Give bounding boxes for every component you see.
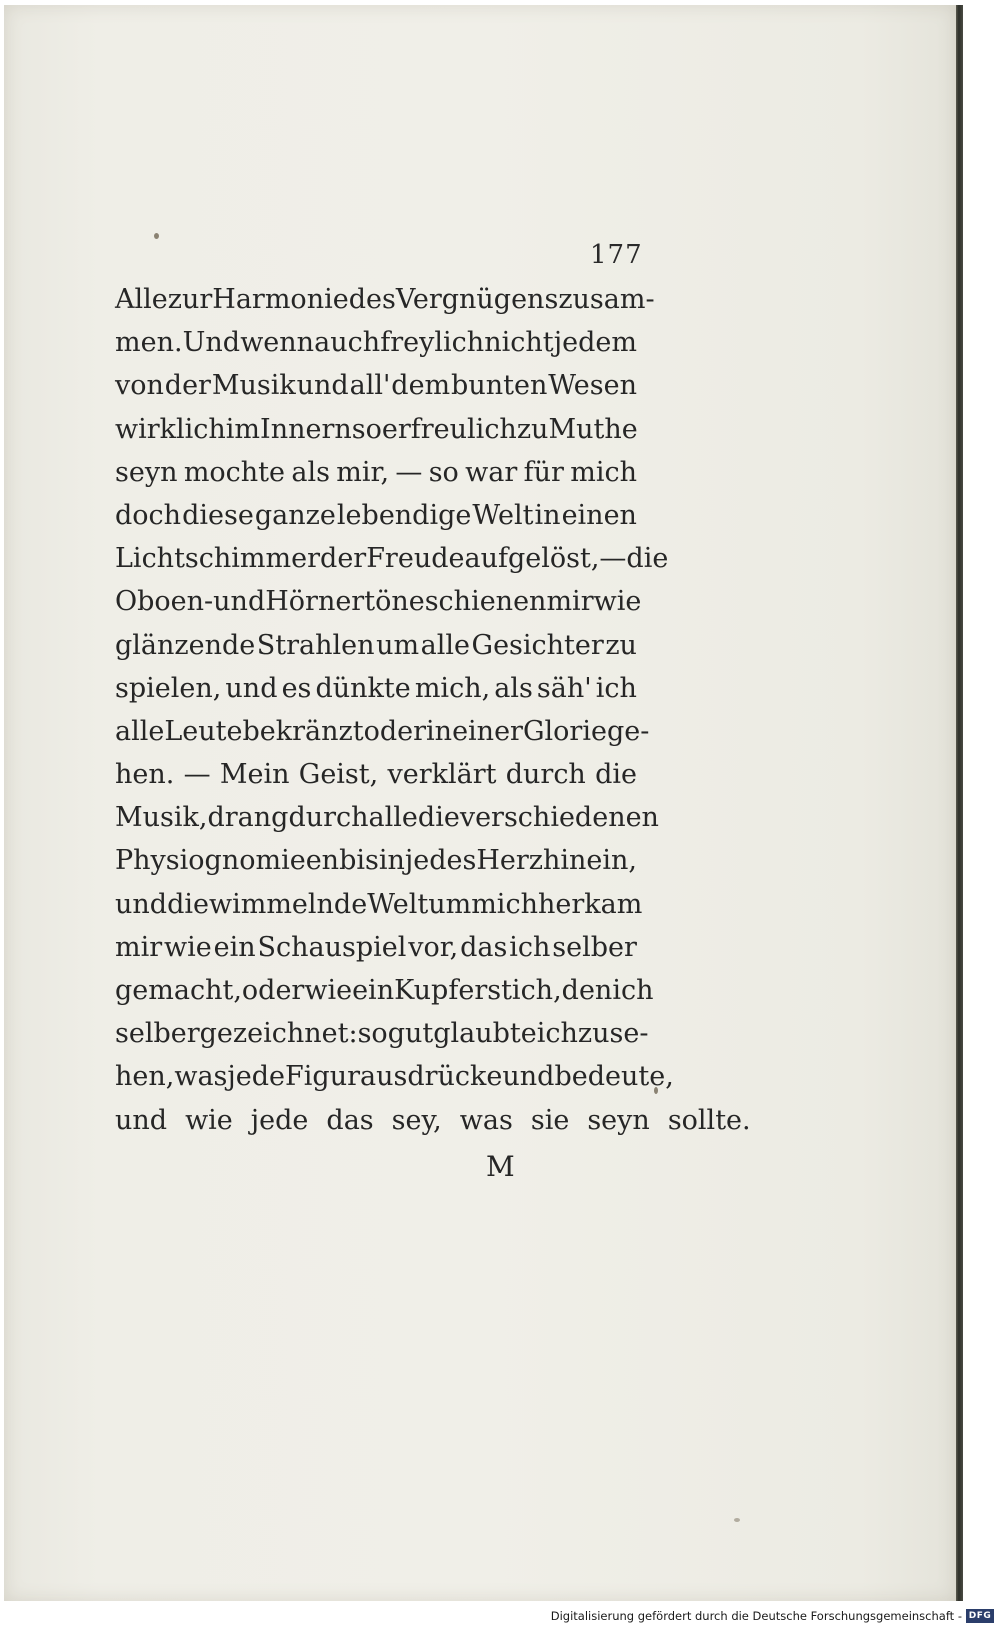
word: ganze	[254, 499, 336, 531]
text-line	[115, 321, 637, 364]
word: oder	[363, 715, 427, 747]
text-line	[115, 494, 637, 537]
text-line	[115, 624, 637, 667]
word: und	[115, 1104, 168, 1136]
word: glaubte	[433, 1018, 537, 1050]
word: Muthe	[548, 413, 638, 445]
word: schienen	[424, 586, 547, 618]
word: selber	[552, 931, 637, 963]
word: bis	[339, 845, 379, 877]
word: alle	[368, 802, 418, 834]
word: se-	[609, 1018, 649, 1050]
word: und	[225, 672, 278, 704]
word: so	[357, 1018, 388, 1050]
word: wenn	[240, 327, 315, 359]
word: doch	[115, 499, 182, 531]
word: die	[626, 543, 669, 575]
word: der	[320, 543, 367, 575]
page-margin	[963, 5, 1000, 1601]
word: vor,	[408, 931, 459, 963]
word: und	[502, 1061, 555, 1093]
word: Lichtschimmer	[115, 543, 321, 575]
text-line	[115, 883, 643, 926]
word: kam	[584, 888, 643, 920]
word: was	[459, 1104, 513, 1136]
word: die	[167, 888, 209, 920]
dfg-logo: DFG	[966, 1609, 994, 1623]
word: —	[599, 543, 627, 575]
word: einer	[452, 715, 523, 747]
word: wimmelnde	[208, 888, 368, 920]
signature-mark: M	[486, 1150, 515, 1183]
word: Hörnertöne	[265, 586, 425, 618]
word: oder	[241, 975, 305, 1006]
text-line	[115, 1012, 649, 1055]
word: Figur	[285, 1061, 360, 1093]
word: jede	[227, 1061, 286, 1093]
word: Musik	[211, 370, 296, 402]
word: ich	[536, 1018, 578, 1050]
word: jedem	[553, 327, 637, 359]
word: freylich	[380, 327, 485, 359]
word: —	[395, 456, 423, 488]
word: verschiedenen	[459, 802, 659, 834]
word: als	[291, 456, 330, 488]
word: mir,	[336, 456, 390, 488]
word: Physiognomieen	[115, 845, 340, 877]
word: Vergnügens	[395, 284, 559, 315]
word: ein	[352, 975, 395, 1006]
word: Mein	[219, 759, 290, 791]
word: wirklich	[115, 413, 226, 445]
word: Welt	[472, 499, 534, 531]
word: es	[281, 672, 312, 704]
word: men.	[115, 327, 183, 359]
text-line	[115, 969, 654, 1012]
word: ge-	[606, 715, 650, 747]
word: Freude	[366, 543, 465, 575]
word: gezeichnet:	[199, 1018, 358, 1050]
word: Gesichter	[471, 629, 604, 661]
word: mochte	[183, 456, 286, 488]
word: und	[296, 370, 349, 402]
ink-speck	[734, 1518, 740, 1522]
ink-speck	[154, 233, 159, 239]
text-line	[115, 753, 637, 796]
word: den	[561, 975, 613, 1006]
word: nicht	[484, 327, 554, 359]
word: Innern	[260, 413, 352, 445]
word: zusam-	[558, 284, 655, 315]
word: Alle	[115, 284, 168, 315]
word: her	[537, 888, 585, 920]
word: jede	[250, 1104, 309, 1136]
word: die	[595, 759, 637, 791]
word: mir	[115, 931, 163, 963]
text-line	[115, 408, 637, 451]
word: selber	[115, 1018, 200, 1050]
word: in	[426, 715, 453, 747]
text-line	[115, 278, 655, 321]
word: seyn	[115, 456, 178, 488]
word: von	[115, 370, 164, 402]
word: alle	[115, 715, 165, 747]
word: Kupferstich,	[394, 975, 562, 1006]
text-line	[115, 710, 650, 753]
word: durch	[505, 759, 586, 791]
word: Strahlen	[256, 629, 375, 661]
word: Glorie	[522, 715, 607, 747]
word: der	[164, 370, 211, 402]
word: hen,	[115, 1061, 175, 1093]
word: einen	[561, 499, 637, 531]
word: hen.	[115, 759, 175, 791]
word: Musik,	[115, 802, 208, 834]
word: ausdrücke	[360, 1061, 503, 1093]
text-line	[115, 364, 637, 407]
word: Herz	[476, 845, 544, 877]
text-line	[115, 667, 637, 710]
word: Welt	[367, 888, 429, 920]
word: alle	[420, 629, 470, 661]
word: dem	[391, 370, 451, 402]
word: Wesen	[548, 370, 637, 402]
word: zur	[167, 284, 213, 315]
word: mich,	[414, 672, 491, 704]
word: seyn	[587, 1104, 650, 1136]
word: und	[213, 586, 266, 618]
word: mich	[570, 456, 637, 488]
word: wie	[164, 931, 212, 963]
text-line	[115, 580, 642, 623]
word: und	[115, 888, 168, 920]
word: Und	[182, 327, 241, 359]
word: ich	[595, 672, 637, 704]
word: so	[428, 456, 459, 488]
word: Oboen-	[115, 586, 214, 618]
word: spielen,	[115, 672, 222, 704]
word: zu	[577, 1018, 610, 1050]
word: war	[465, 456, 518, 488]
word: zu	[516, 413, 549, 445]
word: all'	[349, 370, 391, 402]
word: Geist,	[298, 759, 379, 791]
word: verklärt	[387, 759, 497, 791]
book-spine-edge	[956, 5, 963, 1601]
word: auch	[314, 327, 381, 359]
word: Leute	[164, 715, 243, 747]
word: —	[183, 759, 211, 791]
word: lebendige	[336, 499, 472, 531]
word: gemacht,	[115, 975, 242, 1006]
word: drang	[207, 802, 289, 834]
word: durch	[288, 802, 369, 834]
text-line	[115, 451, 637, 494]
word: dünkte	[315, 672, 411, 704]
text-line	[115, 926, 637, 969]
text-line	[115, 1055, 674, 1098]
word: gut	[387, 1018, 434, 1050]
page-number: 177	[590, 240, 643, 270]
word: erfreulich	[381, 413, 517, 445]
text-line	[115, 839, 637, 882]
word: so	[351, 413, 382, 445]
word: zu	[605, 629, 637, 661]
word: des	[348, 284, 396, 315]
body-text	[115, 278, 751, 1142]
word: sollte.	[667, 1104, 751, 1136]
word: sie	[530, 1104, 570, 1136]
word: jedes	[404, 845, 477, 877]
word: um	[428, 888, 472, 920]
word: mir	[546, 586, 594, 618]
word: bekränzt	[242, 715, 364, 747]
word: für	[523, 456, 564, 488]
word: wie	[304, 975, 353, 1006]
word: Harmonie	[212, 284, 349, 315]
word: was	[174, 1061, 228, 1093]
word: mich	[471, 888, 538, 920]
word: aufgelöst,	[464, 543, 600, 575]
text-line	[115, 1099, 751, 1142]
word: sey,	[391, 1104, 442, 1136]
word: im	[225, 413, 261, 445]
word: wie	[185, 1104, 233, 1136]
word: als	[494, 672, 533, 704]
word: hinein,	[543, 845, 638, 877]
word: das	[460, 931, 508, 963]
word: die	[417, 802, 460, 834]
word: bunten	[451, 370, 548, 402]
word: säh'	[536, 672, 592, 704]
word: glänzende	[115, 629, 256, 661]
word: bedeute,	[554, 1061, 674, 1093]
word: diese	[182, 499, 254, 531]
word: ein	[213, 931, 256, 963]
word: in	[534, 499, 561, 531]
word: Schauspiel	[257, 931, 407, 963]
word: ich	[509, 931, 551, 963]
word: wie	[593, 586, 642, 618]
digitization-credit: Digitalisierung gefördert durch die Deutsche Forschungsgemeinschaft -	[550, 1609, 962, 1623]
text-line	[115, 537, 669, 580]
word: ich	[612, 975, 654, 1006]
word: das	[326, 1104, 374, 1136]
word: in	[378, 845, 405, 877]
text-line	[115, 796, 659, 839]
word: um	[376, 629, 420, 661]
